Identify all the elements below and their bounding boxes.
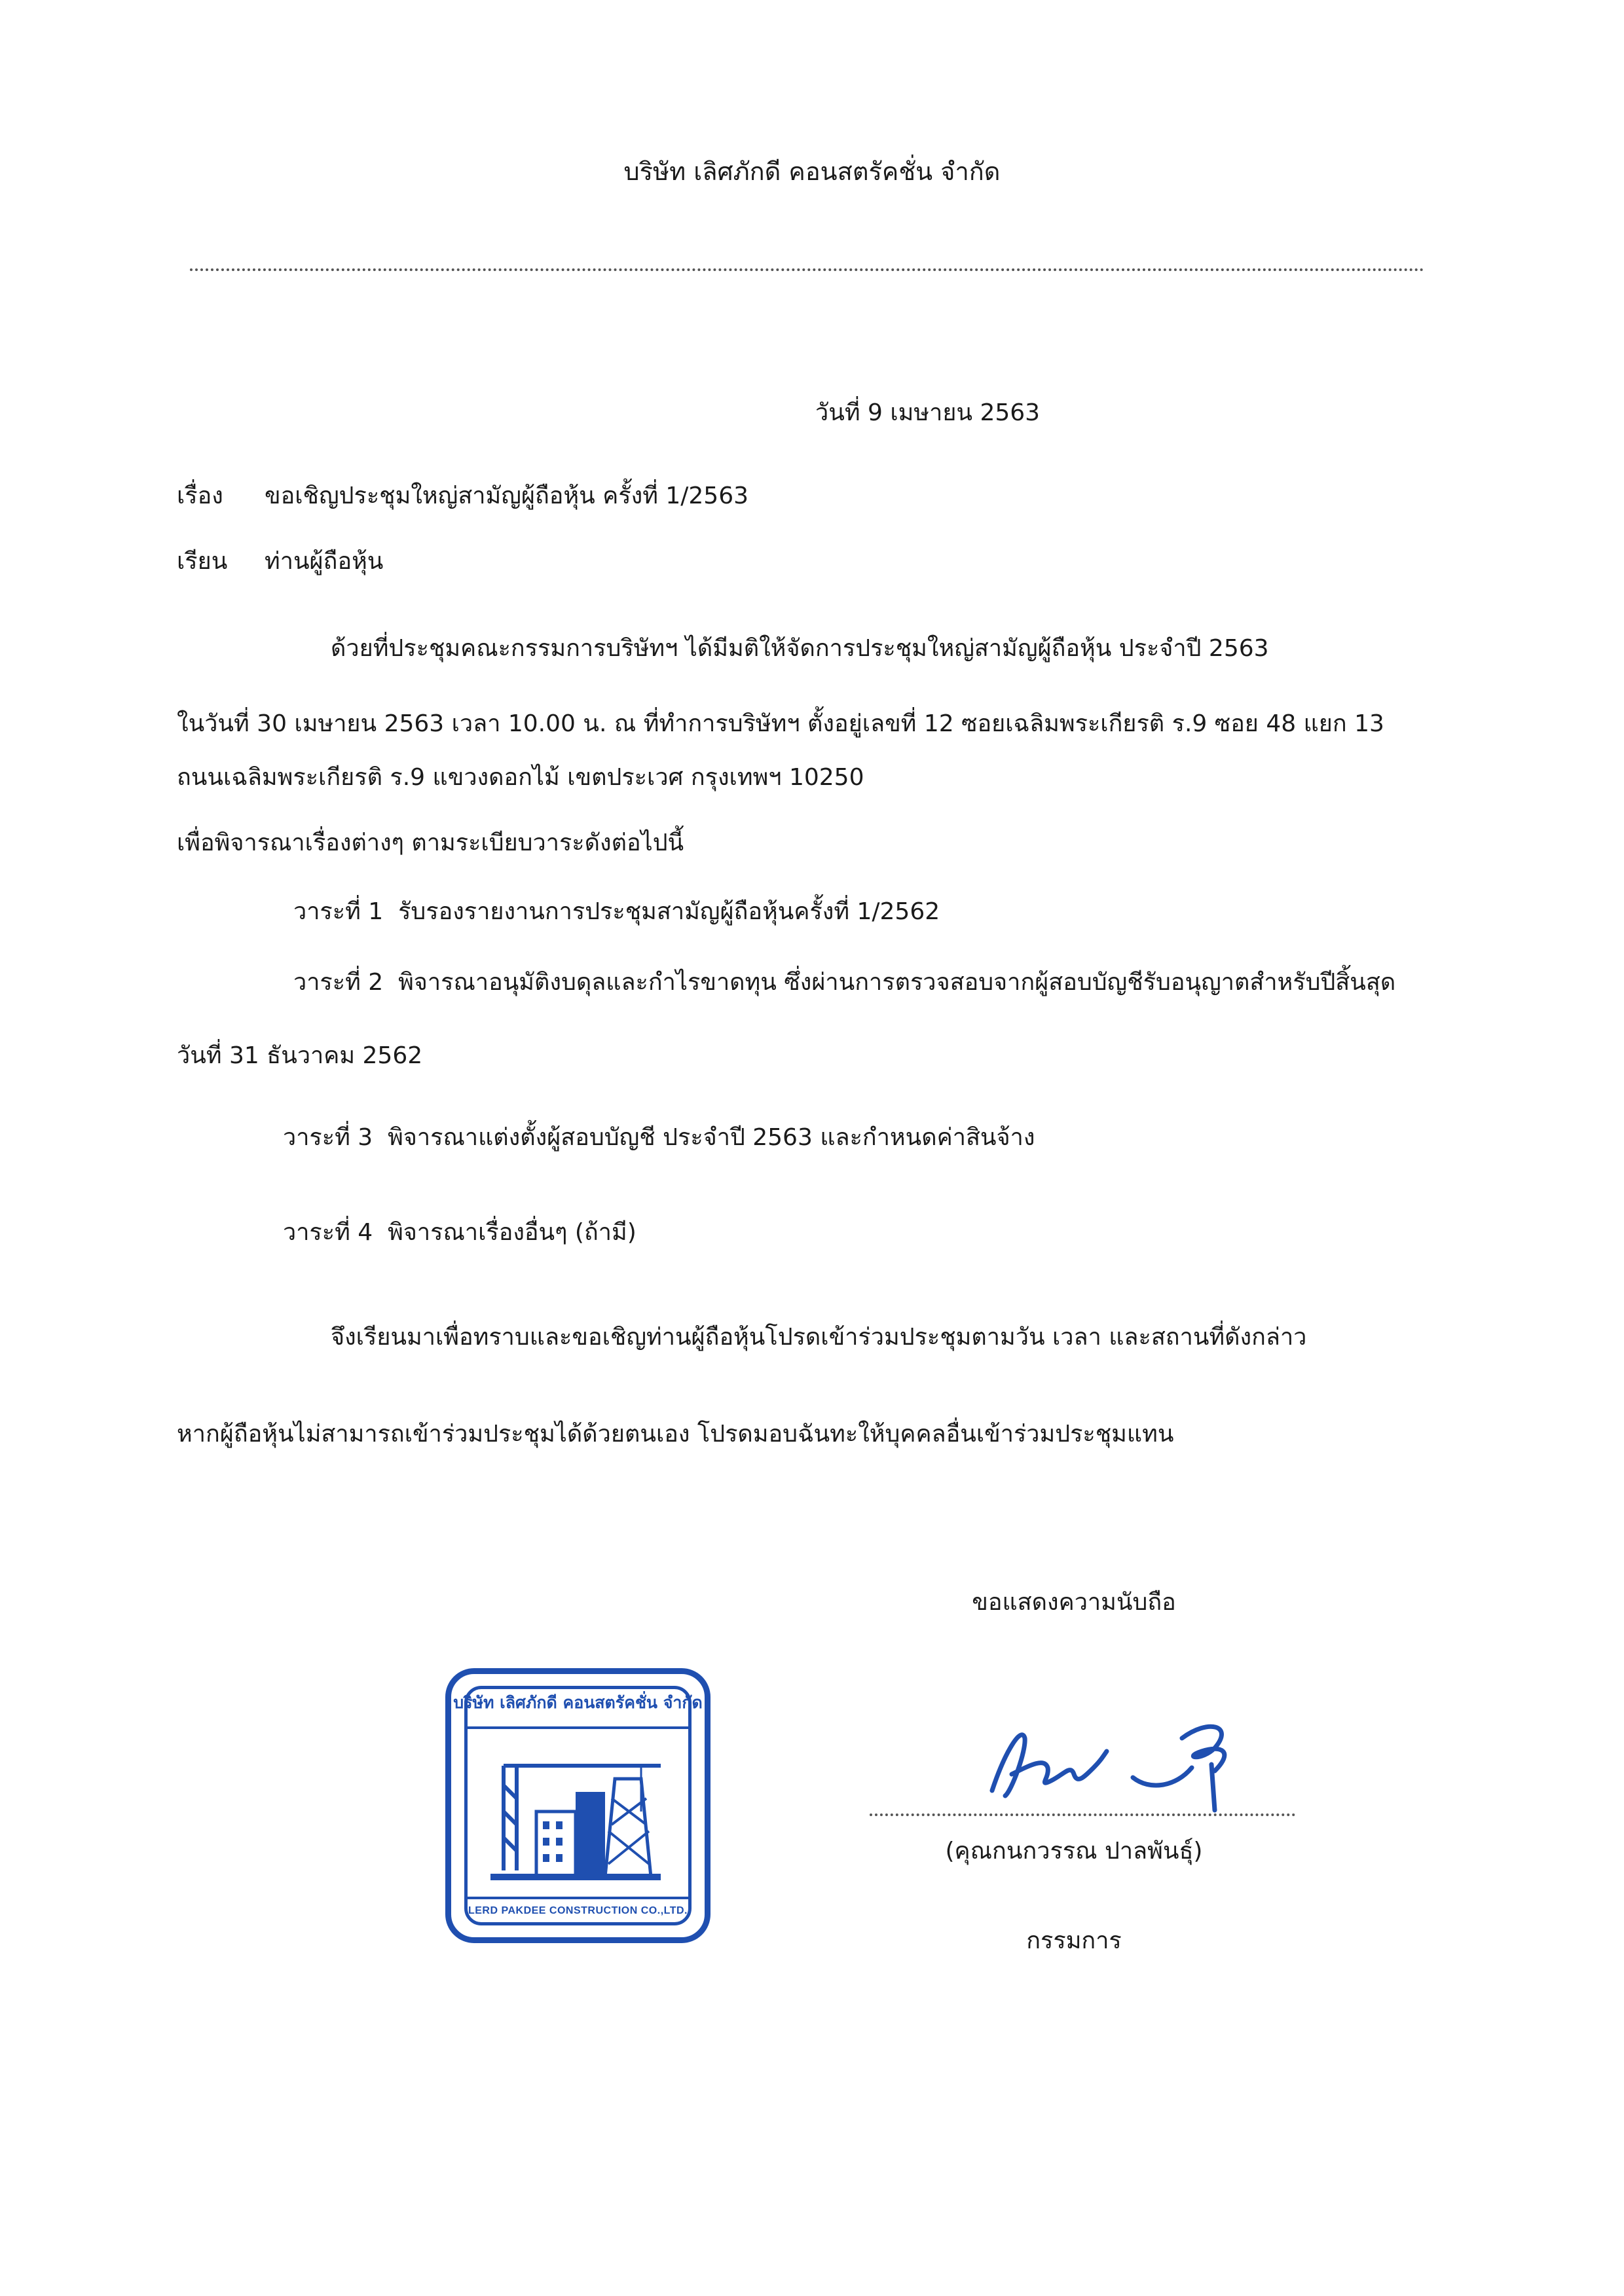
body-line-3: ถนนเฉลิมพระเกียรติ ร.9 แขวงดอกไม้ เขตประเวศ กรุงเทพฯ 10250 — [177, 764, 864, 791]
company-seal — [445, 1668, 710, 1943]
agenda-item-text: รับรองรายงานการประชุมสามัญผู้ถือหุ้นครั้งที่ 1/2562 — [398, 898, 940, 925]
closing-line-1: จึงเรียนมาเพื่อทราบและขอเชิญท่านผู้ถือหุ้นโปรดเข้าร่วมประชุมตามวัน เวลา และสถานที่ดังกล่าว — [331, 1324, 1307, 1351]
recipient-line — [177, 547, 383, 577]
seal-divider — [466, 1897, 690, 1899]
agenda-item-text: พิจารณาเรื่องอื่นๆ (ถ้ามี) — [388, 1219, 637, 1246]
regards-text: ขอแสดงความนับถือ — [972, 1589, 1176, 1616]
body-line-1: ด้วยที่ประชุมคณะกรรมการบริษัทฯ ได้มีมติให้จัดการประชุมใหญ่สามัญผู้ถือหุ้น ประจำปี 2563 — [331, 635, 1269, 662]
signature — [986, 1712, 1267, 1825]
agenda-item-label: วาระที่ 1 — [293, 898, 384, 925]
seal-divider — [466, 1726, 690, 1729]
signature-dotted-line — [870, 1813, 1295, 1816]
seal-thai-name: บริษัท เลิศภักดี คอนสตรัคชั่น จำกัด — [453, 1693, 703, 1712]
agenda-item-3 — [283, 1123, 1035, 1154]
header-dotted-rule — [190, 268, 1424, 271]
agenda-item-2 — [293, 968, 1395, 998]
signer-name: (คุณกนกวรรณ ปาลพันธุ์) — [945, 1838, 1203, 1865]
signature-scribble-icon — [986, 1712, 1267, 1817]
recipient-text: ท่านผู้ถือหุ้น — [265, 548, 384, 575]
agenda-item-label: วาระที่ 2 — [293, 969, 384, 996]
agenda-item-text: พิจารณาอนุมัติงบดุลและกำไรขาดทุน ซึ่งผ่านการตรวจสอบจากผู้สอบบัญชีรับอนุญาตสำหรับปีสิ้นสุด — [398, 969, 1396, 996]
agenda-item-1 — [293, 897, 940, 928]
agenda-item-label: วาระที่ 3 — [283, 1124, 373, 1151]
body-line-2: ในวันที่ 30 เมษายน 2563 เวลา 10.00 น. ณ ที่ทำการบริษัทฯ ตั้งอยู่เลขที่ 12 ซอยเฉลิมพระเกียรติ ร.9 ซอย 48 แยก 13 — [177, 710, 1384, 737]
agenda-item-4 — [283, 1218, 637, 1248]
agenda-intro: เพื่อพิจารณาเรื่องต่างๆ ตามระเบียบวาระดังต่อไปนี้ — [177, 829, 684, 856]
subject-line — [177, 481, 748, 512]
recipient-label: เรียน — [177, 548, 228, 575]
seal-english-name: LERD PAKDEE CONSTRUCTION CO.,LTD. — [468, 1905, 688, 1916]
letter-date: วันที่ 9 เมษายน 2563 — [815, 399, 1041, 426]
signer-title: กรรมการ — [1026, 1927, 1122, 1954]
agenda-item-label: วาระที่ 4 — [283, 1219, 373, 1246]
agenda-item-2-continuation: วันที่ 31 ธันวาคม 2562 — [177, 1042, 423, 1069]
subject-label: เรื่อง — [177, 483, 223, 509]
closing-line-2: หากผู้ถือหุ้นไม่สามารถเข้าร่วมประชุมได้ด้วยตนเอง โปรดมอบฉันทะให้บุคคลอื่นเข้าร่วมประชุมแทน — [177, 1421, 1174, 1448]
construction-building-icon — [477, 1740, 687, 1899]
agenda-item-text: พิจารณาแต่งตั้งผู้สอบบัญชี ประจำปี 2563 และกำหนดค่าสินจ้าง — [388, 1124, 1035, 1151]
company-name-header: บริษัท เลิศภักดี คอนสตรัคชั่น จำกัด — [623, 157, 1001, 186]
subject-text: ขอเชิญประชุมใหญ่สามัญผู้ถือหุ้น ครั้งที่ 1/2563 — [265, 483, 749, 509]
